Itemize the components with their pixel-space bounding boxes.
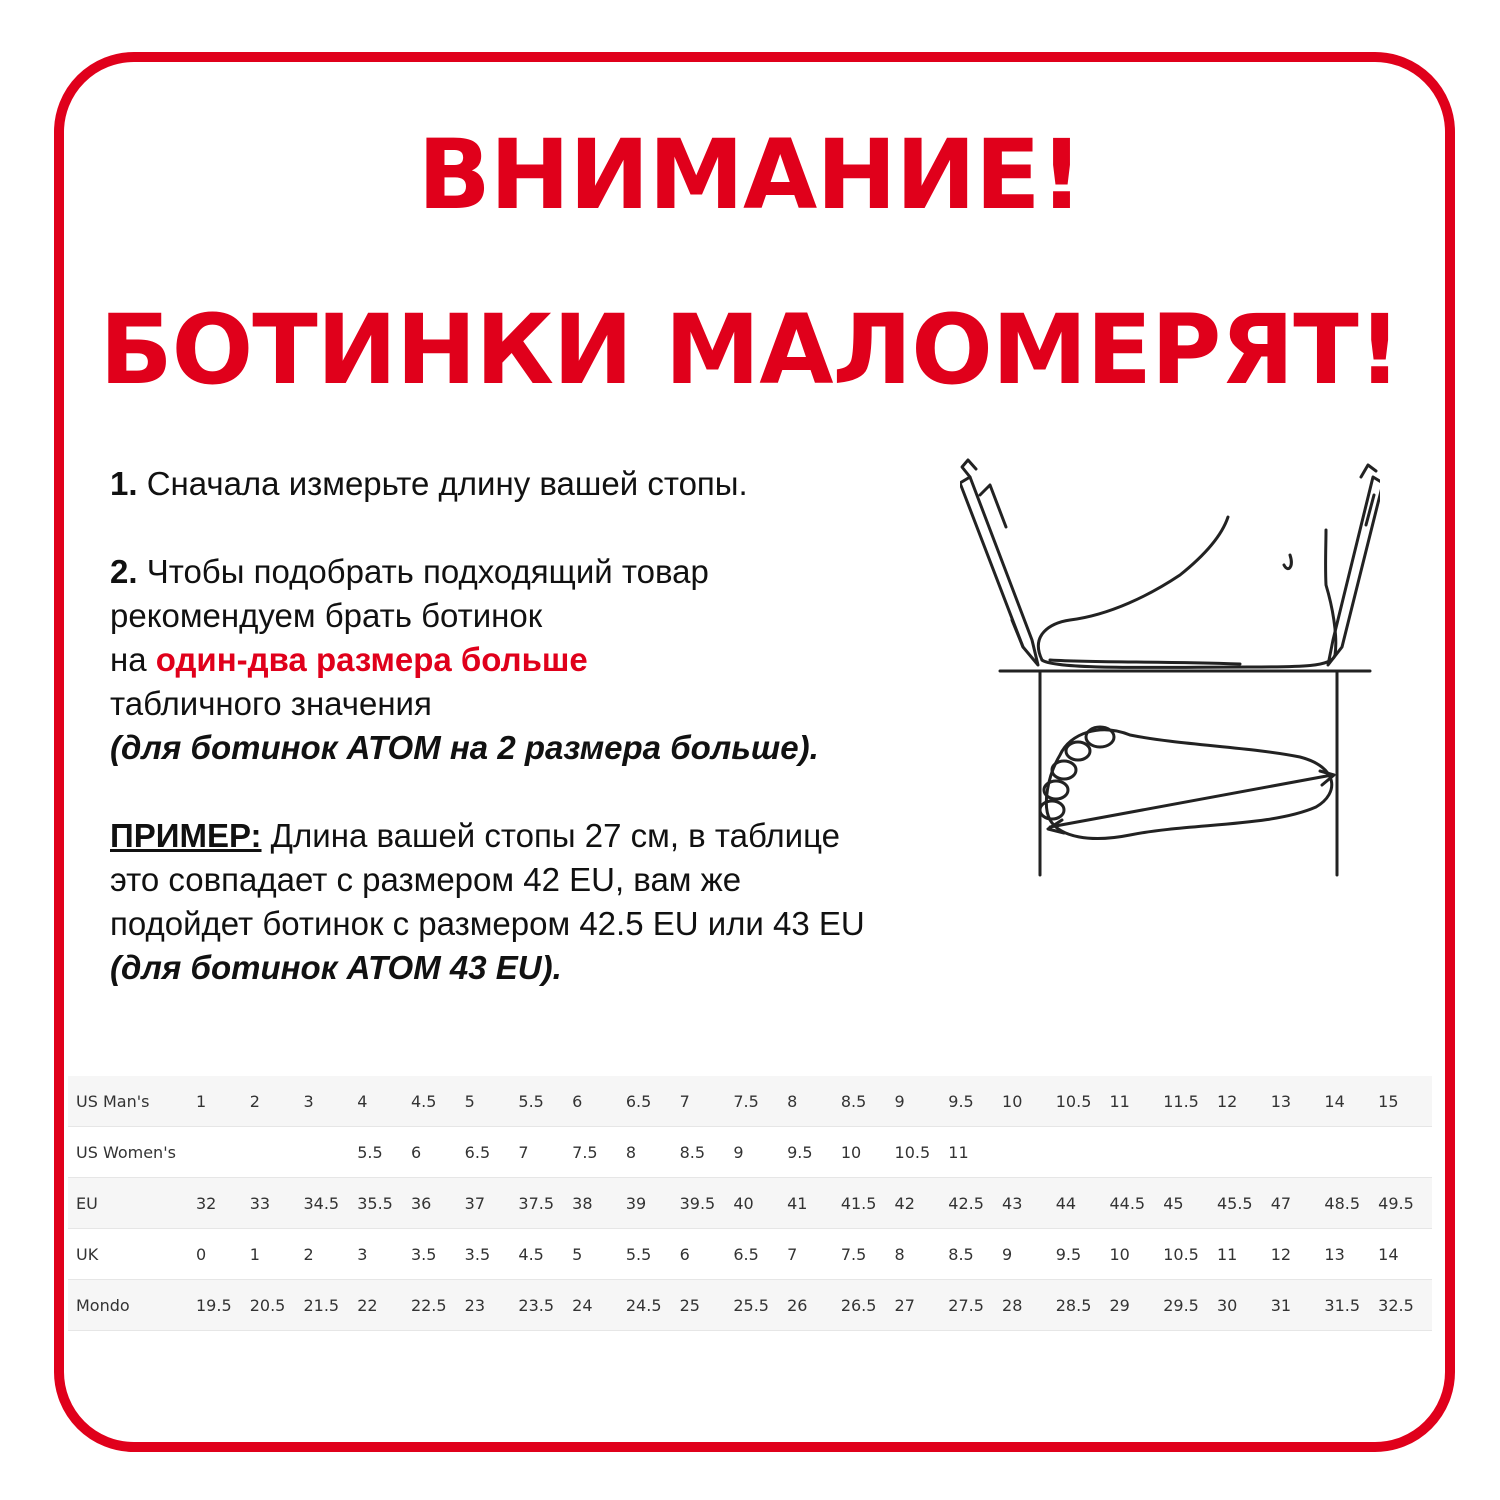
table-cell: 24	[572, 1280, 626, 1331]
table-cell: 2	[303, 1229, 357, 1280]
table-cell: 10	[1109, 1229, 1163, 1280]
table-cell: 44.5	[1109, 1178, 1163, 1229]
table-cell: 9.5	[1056, 1229, 1110, 1280]
table-cell: 5	[465, 1076, 519, 1127]
table-cell: 8	[787, 1076, 841, 1127]
table-cell: 42.5	[948, 1178, 1002, 1229]
table-cell: 7.5	[572, 1127, 626, 1178]
table-cell: 8	[895, 1229, 949, 1280]
table-cell: 12	[1271, 1229, 1325, 1280]
table-cell: 9.5	[948, 1076, 1002, 1127]
table-cell: 49.5	[1378, 1178, 1432, 1229]
table-row	[68, 1127, 1432, 1178]
table-cell: 45	[1163, 1178, 1217, 1229]
step-2-line-2: рекомендуем брать ботинок	[110, 597, 543, 634]
table-cell: 4	[357, 1076, 411, 1127]
table-cell: 6.5	[465, 1127, 519, 1178]
table-cell	[1378, 1127, 1432, 1178]
step-2-number: 2.	[110, 553, 138, 590]
table-cell: 41	[787, 1178, 841, 1229]
table-cell: 9	[895, 1076, 949, 1127]
table-cell: 14	[1378, 1229, 1432, 1280]
row-label: US Man's	[68, 1076, 196, 1127]
table-cell: 10	[1002, 1076, 1056, 1127]
table-cell: 8.5	[948, 1229, 1002, 1280]
table-cell: 4.5	[518, 1229, 572, 1280]
table-cell: 6.5	[733, 1229, 787, 1280]
table-cell	[196, 1127, 250, 1178]
table-row	[68, 1280, 1432, 1331]
headline-runs-small: БОТИНКИ МАЛОМЕРЯТ!	[99, 294, 1401, 406]
table-cell: 2	[250, 1076, 304, 1127]
table-cell: 8.5	[680, 1127, 734, 1178]
step-1	[110, 462, 970, 506]
table-cell: 23.5	[518, 1280, 572, 1331]
table-cell	[250, 1127, 304, 1178]
table-cell: 32.5	[1378, 1280, 1432, 1331]
step-1-text: Сначала измерьте длину вашей стопы.	[137, 465, 748, 502]
table-cell: 45.5	[1217, 1178, 1271, 1229]
table-cell: 44	[1056, 1178, 1110, 1229]
table-cell: 1	[250, 1229, 304, 1280]
table-cell: 35.5	[357, 1178, 411, 1229]
table-cell: 48.5	[1324, 1178, 1378, 1229]
table-cell: 11	[948, 1127, 1002, 1178]
foot-side-icon	[1038, 517, 1335, 667]
size-up-highlight: один-два размера больше	[155, 641, 588, 678]
instructions-block	[110, 462, 970, 990]
example-line-2: это совпадает с размером 42 EU, вам же	[110, 861, 742, 898]
table-cell: 26	[787, 1280, 841, 1331]
table-cell: 27	[895, 1280, 949, 1331]
table-cell: 14	[1324, 1076, 1378, 1127]
table-cell: 39.5	[680, 1178, 734, 1229]
table-cell: 5	[572, 1229, 626, 1280]
table-cell: 39	[626, 1178, 680, 1229]
step-2-line-3	[110, 638, 970, 682]
table-cell: 5.5	[357, 1127, 411, 1178]
table-cell: 27.5	[948, 1280, 1002, 1331]
table-cell: 22	[357, 1280, 411, 1331]
table-cell: 9.5	[787, 1127, 841, 1178]
table-cell: 29.5	[1163, 1280, 1217, 1331]
table-cell: 10	[841, 1127, 895, 1178]
table-cell	[303, 1127, 357, 1178]
example-label: ПРИМЕР:	[110, 817, 262, 854]
table-cell: 3	[357, 1229, 411, 1280]
row-label: EU	[68, 1178, 196, 1229]
table-cell: 9	[1002, 1229, 1056, 1280]
row-label: US Women's	[68, 1127, 196, 1178]
table-cell: 26.5	[841, 1280, 895, 1331]
table-cell: 6	[411, 1127, 465, 1178]
table-cell: 0	[196, 1229, 250, 1280]
table-cell: 8.5	[841, 1076, 895, 1127]
table-cell: 24.5	[626, 1280, 680, 1331]
foot-sole-icon	[1040, 727, 1334, 839]
table-cell: 13	[1271, 1076, 1325, 1127]
row-label: UK	[68, 1229, 196, 1280]
table-cell: 37.5	[518, 1178, 572, 1229]
table-cell: 40	[733, 1178, 787, 1229]
table-cell: 5.5	[626, 1229, 680, 1280]
table-cell	[1217, 1127, 1271, 1178]
table-cell: 3	[303, 1076, 357, 1127]
table-cell: 6	[680, 1229, 734, 1280]
table-cell: 20.5	[250, 1280, 304, 1331]
table-cell	[1271, 1127, 1325, 1178]
step-2	[110, 550, 970, 594]
table-cell: 5.5	[518, 1076, 572, 1127]
table-cell: 3.5	[411, 1229, 465, 1280]
table-cell	[1109, 1127, 1163, 1178]
table-cell: 8	[626, 1127, 680, 1178]
table-cell: 28.5	[1056, 1280, 1110, 1331]
table-cell: 25	[680, 1280, 734, 1331]
table-cell	[1056, 1127, 1110, 1178]
table-cell: 31	[1271, 1280, 1325, 1331]
table-cell: 37	[465, 1178, 519, 1229]
table-cell: 7	[680, 1076, 734, 1127]
pen-icon	[960, 460, 1038, 665]
table-cell: 10.5	[895, 1127, 949, 1178]
table-cell: 33	[250, 1178, 304, 1229]
table-cell: 7.5	[733, 1076, 787, 1127]
table-cell: 28	[1002, 1280, 1056, 1331]
table-cell: 4.5	[411, 1076, 465, 1127]
table-cell: 23	[465, 1280, 519, 1331]
table-cell: 7	[787, 1229, 841, 1280]
headline-attention: ВНИМАНИЕ!	[417, 119, 1083, 231]
table-cell	[1002, 1127, 1056, 1178]
table-cell: 19.5	[196, 1280, 250, 1331]
example-line-3: подойдет ботинок с размером 42.5 EU или 43 EU	[110, 905, 865, 942]
table-cell: 11	[1217, 1229, 1271, 1280]
table-cell: 38	[572, 1178, 626, 1229]
table-cell: 21.5	[303, 1280, 357, 1331]
table-cell: 31.5	[1324, 1280, 1378, 1331]
table-cell: 7	[518, 1127, 572, 1178]
example-line-1: Длина вашей стопы 27 см, в таблице	[261, 817, 840, 854]
table-cell	[1324, 1127, 1378, 1178]
table-cell: 12	[1217, 1076, 1271, 1127]
table-cell: 3.5	[465, 1229, 519, 1280]
table-cell: 22.5	[411, 1280, 465, 1331]
table-cell: 32	[196, 1178, 250, 1229]
step-2-line-4: табличного значения	[110, 685, 432, 722]
step-1-number: 1.	[110, 465, 138, 502]
table-cell: 43	[1002, 1178, 1056, 1229]
table-row	[68, 1229, 1432, 1280]
table-cell: 25.5	[733, 1280, 787, 1331]
table-cell: 36	[411, 1178, 465, 1229]
table-cell: 13	[1324, 1229, 1378, 1280]
step-2-atom-note: (для ботинок ATOM на 2 размера больше).	[110, 729, 819, 766]
table-cell: 6	[572, 1076, 626, 1127]
example-atom-note: (для ботинок ATOM 43 EU).	[110, 949, 562, 986]
table-cell: 10.5	[1163, 1229, 1217, 1280]
table-cell: 9	[733, 1127, 787, 1178]
example	[110, 814, 970, 858]
step-2-text: Чтобы подобрать подходящий товар	[137, 553, 709, 590]
foot-measurement-illustration	[960, 455, 1380, 885]
table-cell: 42	[895, 1178, 949, 1229]
table-cell: 30	[1217, 1280, 1271, 1331]
table-cell: 11.5	[1163, 1076, 1217, 1127]
table-cell: 7.5	[841, 1229, 895, 1280]
table-cell: 10.5	[1056, 1076, 1110, 1127]
table-cell: 11	[1109, 1076, 1163, 1127]
table-row	[68, 1178, 1432, 1229]
table-cell	[1163, 1127, 1217, 1178]
step-2-line-3-prefix: на	[110, 641, 156, 678]
table-cell: 29	[1109, 1280, 1163, 1331]
table-row	[68, 1076, 1432, 1127]
table-cell: 6.5	[626, 1076, 680, 1127]
table-cell: 1	[196, 1076, 250, 1127]
table-cell: 41.5	[841, 1178, 895, 1229]
row-label: Mondo	[68, 1280, 196, 1331]
size-conversion-table	[68, 1076, 1432, 1331]
table-cell: 47	[1271, 1178, 1325, 1229]
table-cell: 34.5	[303, 1178, 357, 1229]
table-cell: 15	[1378, 1076, 1432, 1127]
